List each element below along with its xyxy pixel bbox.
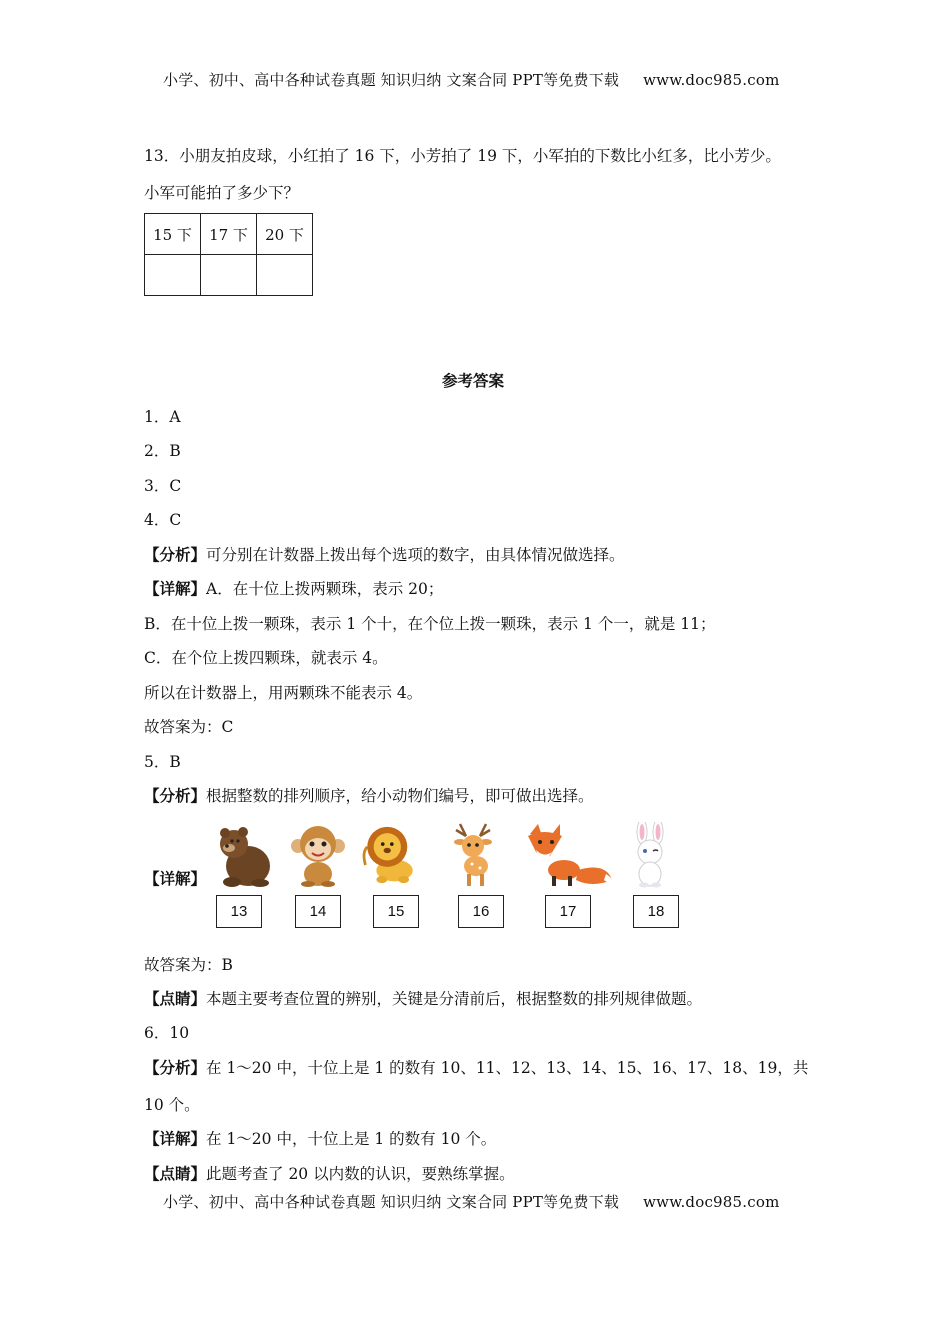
answer-choice-table	[144, 213, 313, 296]
animal-number-box: 14	[295, 895, 341, 928]
fox-image	[522, 822, 614, 888]
analysis-text: 可分别在计数器上拨出每个选项的数字，由具体情况做选择。	[206, 546, 625, 564]
answer-4-detail	[144, 579, 443, 599]
answer-2: 2．B	[144, 442, 181, 460]
answer-6-analysis-cont: 10 个。	[144, 1096, 200, 1114]
analysis-text: 在 1～20 中，十位上是 1 的数有 10、11、12、13、14、15、16、17、18、19，共	[206, 1059, 809, 1077]
rabbit-image	[622, 822, 682, 888]
answer-5-detail-tag: 【详解】	[144, 869, 207, 888]
deer-image	[446, 822, 506, 888]
animal-number-box: 16	[458, 895, 504, 928]
detail-tag: 【详解】	[144, 579, 207, 598]
answer-cell[interactable]	[257, 255, 313, 296]
answer-5-comment	[144, 989, 702, 1009]
question-13-line1: 13．小朋友拍皮球，小红拍了 16 下，小芳拍了 19 下，小军拍的下数比小红多，比小芳少。	[144, 147, 781, 165]
animal-number-box: 17	[545, 895, 591, 928]
answer-3: 3．C	[144, 477, 182, 495]
answer-4: 4．C	[144, 511, 182, 529]
bear-image	[214, 822, 274, 888]
question-13-line2: 小军可能拍了多少下？	[144, 184, 300, 202]
analysis-tag: 【分析】	[144, 786, 207, 805]
comment-tag: 【点睛】	[144, 989, 207, 1008]
header-site-link[interactable]: www.doc985.com	[643, 71, 780, 89]
analysis-tag: 【分析】	[144, 545, 207, 564]
footer-text: 小学、初中、高中各种试卷真题 知识归纳 文案合同 PPT等免费下载	[163, 1193, 620, 1211]
option-cell: 17 下	[201, 214, 257, 255]
answer-6-analysis	[144, 1058, 808, 1078]
header-text: 小学、初中、高中各种试卷真题 知识归纳 文案合同 PPT等免费下载	[163, 71, 620, 89]
detail-tag: 【详解】	[144, 1129, 207, 1148]
answer-5-analysis	[144, 786, 594, 806]
comment-tag: 【点睛】	[144, 1164, 207, 1183]
answer-6-comment	[144, 1164, 515, 1184]
monkey-image	[288, 822, 348, 888]
answer-5: 5．B	[144, 753, 181, 771]
answer-cell[interactable]	[145, 255, 201, 296]
option-cell: 15 下	[145, 214, 201, 255]
answer-6: 6．10	[144, 1024, 190, 1042]
detail-text: A．在十位上拨两颗珠，表示 20；	[206, 580, 444, 598]
analysis-tag: 【分析】	[144, 1058, 207, 1077]
analysis-text: 根据整数的排列顺序，给小动物们编号，即可做出选择。	[206, 787, 594, 805]
page-header	[163, 69, 780, 90]
animal-number-box: 13	[216, 895, 262, 928]
answer-4-analysis	[144, 545, 625, 565]
comment-text: 此题考查了 20 以内数的认识，要熟练掌握。	[206, 1165, 515, 1183]
option-cell: 20 下	[257, 214, 313, 255]
animal-number-box: 15	[373, 895, 419, 928]
answer-4-conclusion: 所以在计数器上，用两颗珠不能表示 4。	[144, 684, 423, 702]
page-footer	[163, 1191, 780, 1212]
answer-4-detail-b: B．在十位上拨一颗珠，表示 1 个十，在个位上拨一颗珠，表示 1 个一，就是 11；	[144, 615, 716, 633]
answer-cell[interactable]	[201, 255, 257, 296]
footer-site-link[interactable]: www.doc985.com	[643, 1193, 780, 1211]
detail-text: 在 1～20 中，十位上是 1 的数有 10 个。	[206, 1130, 497, 1148]
comment-text: 本题主要考查位置的辨别，关键是分清前后，根据整数的排列规律做题。	[206, 990, 703, 1008]
answer-4-final: 故答案为：C	[144, 718, 234, 736]
animal-number-box: 18	[633, 895, 679, 928]
answer-1: 1．A	[144, 408, 181, 426]
lion-image	[360, 822, 420, 888]
answer-5-final: 故答案为：B	[144, 956, 233, 974]
answers-title: 参考答案	[442, 371, 505, 390]
answer-4-detail-c: C．在个位上拨四颗珠，就表示 4。	[144, 649, 388, 667]
answer-6-detail	[144, 1129, 496, 1149]
